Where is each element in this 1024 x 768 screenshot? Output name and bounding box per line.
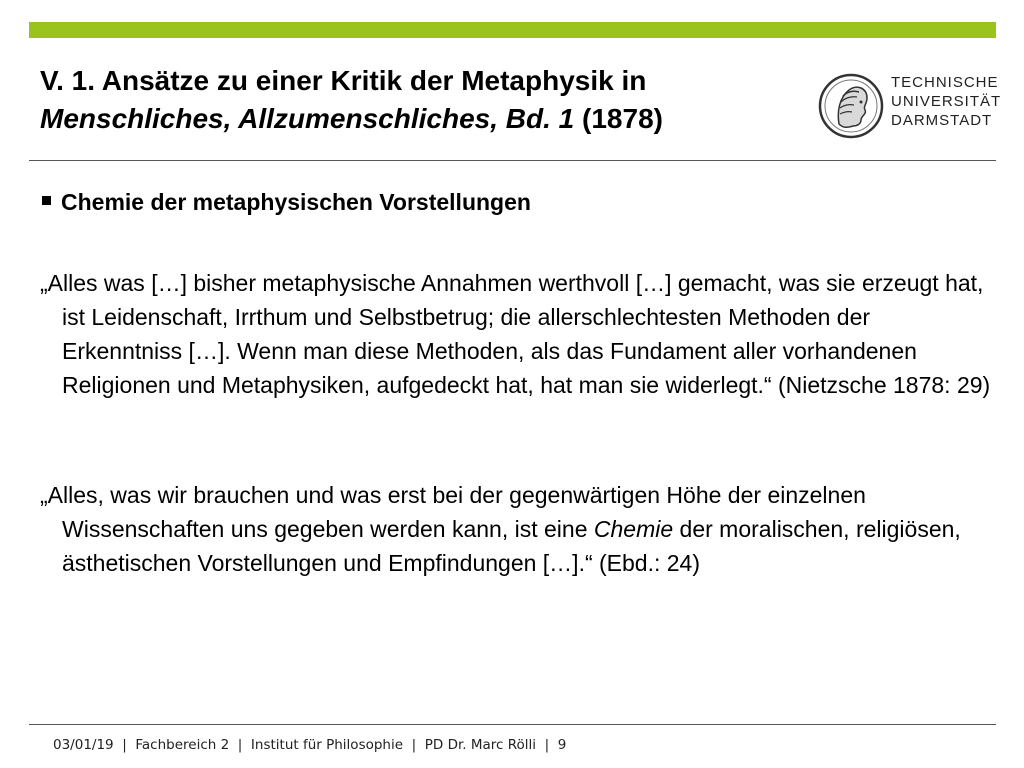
- footer-separator: |: [536, 737, 558, 753]
- accent-bar: [29, 22, 996, 38]
- quote-2-after: der moralischen, religiösen, ästhetischen Vorstellungen und Empfindungen […].“ (Ebd.: 24): [62, 516, 961, 576]
- header-divider: [29, 160, 996, 161]
- footer-author: PD Dr. Marc Rölli: [424, 737, 537, 753]
- footer-date: 03/01/19: [53, 737, 114, 753]
- slide-title: [40, 62, 800, 138]
- title-line-1: V. 1. Ansätze zu einer Kritik der Metaphysik in: [40, 65, 647, 96]
- footer-divider: [29, 724, 996, 725]
- logo-wordmark: [891, 73, 1001, 130]
- footer-separator: |: [229, 737, 251, 753]
- logo-line-3: DARMSTADT: [891, 112, 993, 129]
- logo-line-1: TECHNISCHE: [891, 74, 999, 91]
- quote-2: [40, 478, 992, 580]
- quote-2-emphasis: Chemie: [593, 516, 674, 542]
- square-bullet-icon: [42, 196, 51, 205]
- footer-department: Fachbereich 2: [135, 737, 230, 753]
- athena-head-logo-icon: [817, 70, 885, 142]
- title-year: (1878): [574, 103, 663, 134]
- title-line-2: [40, 100, 800, 138]
- quote-2-before: „Alles, was wir brauchen und was erst bei der gegenwärtigen Höhe der einzelnen Wissenschaften uns gegeben werden kann, ist eine: [40, 482, 866, 542]
- quote-1: „Alles was […] bisher metaphysische Annahmen werthvoll […] gemacht, was sie erzeugt hat, ist Leidenschaft, Irrthum und Selbstbetrug; die allerschlechtesten Methoden der Erkenntniss […]. Wenn man diese Methoden, als das Fundament aller vorhandenen Religionen und Metaphysiken, aufgedeckt hat, hat man sie widerlegt.“ (Nietzsche 1878: 29): [40, 270, 991, 398]
- footer-separator: |: [403, 737, 425, 753]
- logo-line-2: UNIVERSITÄT: [891, 93, 1002, 110]
- university-logo: [811, 62, 1001, 152]
- footer-institute: Institut für Philosophie: [250, 737, 404, 753]
- footer-page-number: 9: [557, 737, 567, 753]
- footer-separator: |: [113, 737, 136, 753]
- title-book-name: Menschliches, Allzumenschliches, Bd. 1: [40, 103, 575, 134]
- footer: [53, 737, 566, 753]
- bullet-heading-text: Chemie der metaphysischen Vorstellungen: [61, 189, 531, 215]
- bullet-heading: [42, 186, 531, 218]
